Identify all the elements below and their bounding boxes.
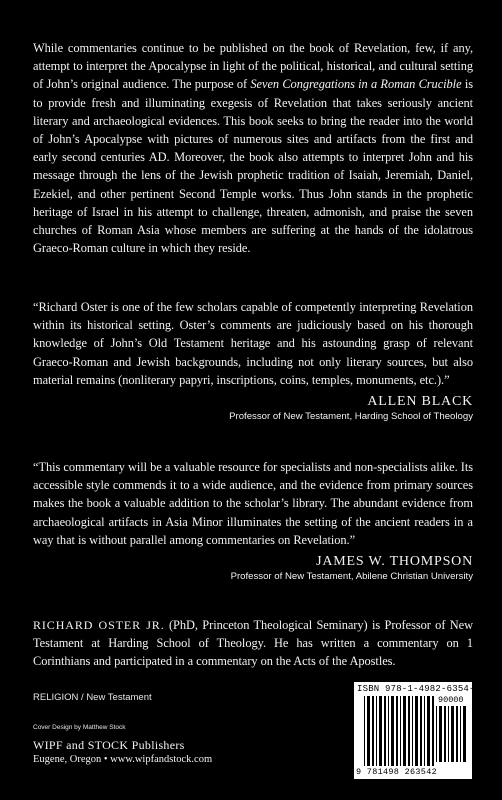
author-bio-text: (PhD, Princeton Theological Seminary) is Professor of New Testament at Harding School of Theology. He has written a commentary on 1 Corinthians and participated in a commentary on the Acts of the Apostles. <box>33 618 473 669</box>
barcode <box>354 682 481 779</box>
barcode-bar <box>427 696 430 766</box>
barcode-bar <box>412 696 413 766</box>
isbn-text: ISBN 978-1-4982-6354-2 <box>357 684 481 694</box>
author-name: RICHARD OSTER JR. <box>33 618 165 632</box>
barcode-bar <box>451 706 454 762</box>
cover-design-credit: Cover Design by Matthew Stock <box>33 724 126 731</box>
barcode-bar <box>444 706 446 762</box>
barcode-bar <box>372 696 374 766</box>
category-label: RELIGION / New Testament <box>33 692 152 703</box>
author-bio-paragraph <box>33 616 473 671</box>
barcode-bar <box>367 696 370 766</box>
barcode-bar <box>415 696 418 766</box>
author-bio <box>33 616 473 671</box>
barcode-bar <box>396 696 398 766</box>
endorser-title: Professor of New Testament, Abilene Christian University <box>230 571 473 583</box>
barcode-addon-number: 90000 <box>438 695 464 705</box>
barcode-bar <box>448 706 449 762</box>
barcode-bar <box>436 706 437 762</box>
endorser-name: JAMES W. THOMPSON <box>316 554 473 570</box>
barcode-bar <box>364 696 365 766</box>
ean-number: 9 781498 263542 <box>356 767 438 777</box>
barcode-bar <box>463 706 466 762</box>
barcode-bar <box>439 706 442 762</box>
endorsement-attribution <box>33 553 473 583</box>
intro-paragraph <box>33 39 473 257</box>
barcode-bar <box>456 706 458 762</box>
barcode-bar <box>420 696 422 766</box>
ean-bars <box>364 696 436 768</box>
barcode-bar <box>432 696 434 766</box>
publisher-name: WIPF and STOCK Publishers <box>33 738 185 752</box>
addon-bars <box>436 706 468 762</box>
intro-text-start: While commentaries continue to be published on the book of Revelation, few, if any, attempt to interpret the Apocalypse in light of the political, historical, and cultural setting of John’s original audience. The purpose of <box>33 41 473 92</box>
intro-text-rest: is to provide fresh and illuminating exegesis of Revelation that takes seriously ancient literary and archaeological evidences. This book seeks to bring the reader into the world of John’s Apocalypse with pictures of numerous sites and artifacts from the first and early second centuries AD. Moreover, the book also attempts to interpret John and his message through the lens of the Jewish prophetic tradition of Isaiah, Jeremiah, Daniel, Ezekiel, and other pertinent Second Temple works. Thus John stands in the prophetic heritage of Israel in his attempt to challenge, threaten, admonish, and praise the seven churches of Roman Asia whose members are suffering at the hands of the idolatrous Graeco-Roman culture in which they reside. <box>33 77 473 256</box>
barcode-bar <box>391 696 394 766</box>
book-title-italic: Seven Congregations in a Roman Crucible <box>250 77 462 92</box>
barcode-bar <box>400 696 401 766</box>
endorser-title: Professor of New Testament, Harding School of Theology <box>229 411 473 423</box>
barcode-bar <box>460 706 461 762</box>
barcode-bar <box>388 696 389 766</box>
endorsement-quote: “Richard Oster is one of the few scholars capable of competently interpreting Revelation within its historical setting. Oster’s comments are judiciously based on his thorough knowledge of John’s Old Testament heritage and his astounding grasp of relevant Graeco-Roman and Jewish backgrounds, including not only literary sources, but also material remains (nonliterary papyri, inscriptions, coins, temples, monuments, etc.).” <box>33 300 473 387</box>
barcode-bar <box>424 696 425 766</box>
barcode-bar <box>384 696 386 766</box>
publisher-logo <box>33 738 185 753</box>
barcode-bar <box>379 696 382 766</box>
publisher-location: Eugene, Oregon • www.wipfandstock.com <box>33 754 213 765</box>
endorsement-1 <box>33 298 473 423</box>
barcode-bar <box>408 696 410 766</box>
barcode-bar <box>376 696 377 766</box>
endorser-name: ALLEN BLACK <box>367 394 473 410</box>
endorsement-2 <box>33 458 473 583</box>
endorsement-attribution <box>33 393 473 423</box>
intro-section <box>33 39 473 257</box>
barcode-bar <box>403 696 406 766</box>
endorsement-quote: “This commentary will be a valuable resource for specialists and non-specialists alike. Its accessible style commends it to a wide audience, and the evidence from primary sources makes the book a valuable addition to the scholar’s library. The abundant evidence from archaeological artifacts in Asia Minor illuminates the setting of the ancient readers in a way that is without parallel among commentaries on Revelation.” <box>33 460 473 547</box>
